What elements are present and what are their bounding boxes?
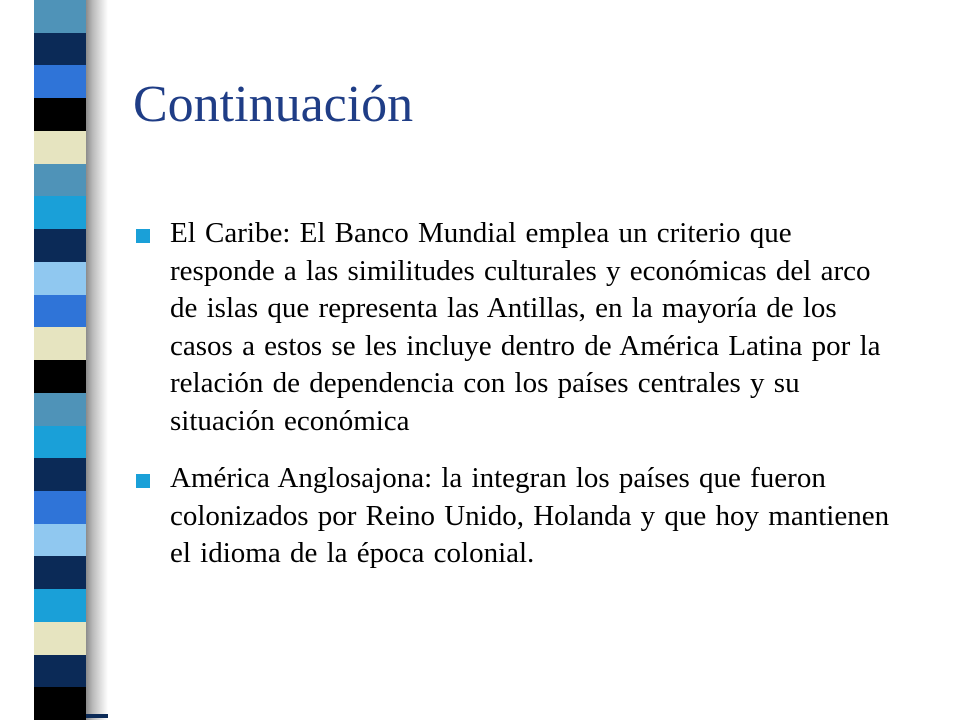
stripe-segment (34, 589, 86, 622)
bullet-item-anglosajona (133, 460, 903, 573)
stripe-segment (34, 65, 86, 98)
slide-title: Continuación (133, 76, 414, 133)
square-bullet-icon (136, 474, 150, 488)
stripe-segment (34, 655, 86, 688)
stripe-segment (34, 229, 86, 262)
stripe-segment (34, 360, 86, 393)
square-bullet-icon (136, 229, 150, 243)
bullet-list (133, 215, 903, 593)
stripe-segment (34, 33, 86, 66)
stripe-segment (34, 687, 86, 720)
stripe-segment (34, 295, 86, 328)
stripe-segment (34, 327, 86, 360)
stripe-segment (34, 131, 86, 164)
stripe-segment (34, 524, 86, 557)
bullet-text: El Caribe: El Banco Mundial emplea un criterio que responde a las similitudes culturales y económicas del arco de islas que representa las Antillas, en la mayoría de los casos a estos se les incluye dentro de América Latina por la relación de dependencia con los países centrales y su situación económica (170, 217, 881, 437)
stripe-segment (34, 556, 86, 589)
stripe-segment (34, 426, 86, 459)
bottom-tick-mark (86, 714, 108, 718)
stripe-segment (34, 458, 86, 491)
stripe-segment (34, 491, 86, 524)
stripe-segment (34, 393, 86, 426)
stripe-segment (34, 0, 86, 33)
stripe-segment (34, 262, 86, 295)
stripe-segment (34, 98, 86, 131)
decorative-stripe-band (34, 0, 86, 720)
stripe-segment (34, 622, 86, 655)
stripe-segment (34, 164, 86, 197)
stripe-shadow (86, 0, 108, 720)
stripe-segment (34, 196, 86, 229)
bullet-item-caribe (133, 215, 903, 440)
bullet-text: América Anglosajona: la integran los países que fueron colonizados por Reino Unido, Holanda y que hoy mantienen el idioma de la época colonial. (170, 462, 890, 569)
